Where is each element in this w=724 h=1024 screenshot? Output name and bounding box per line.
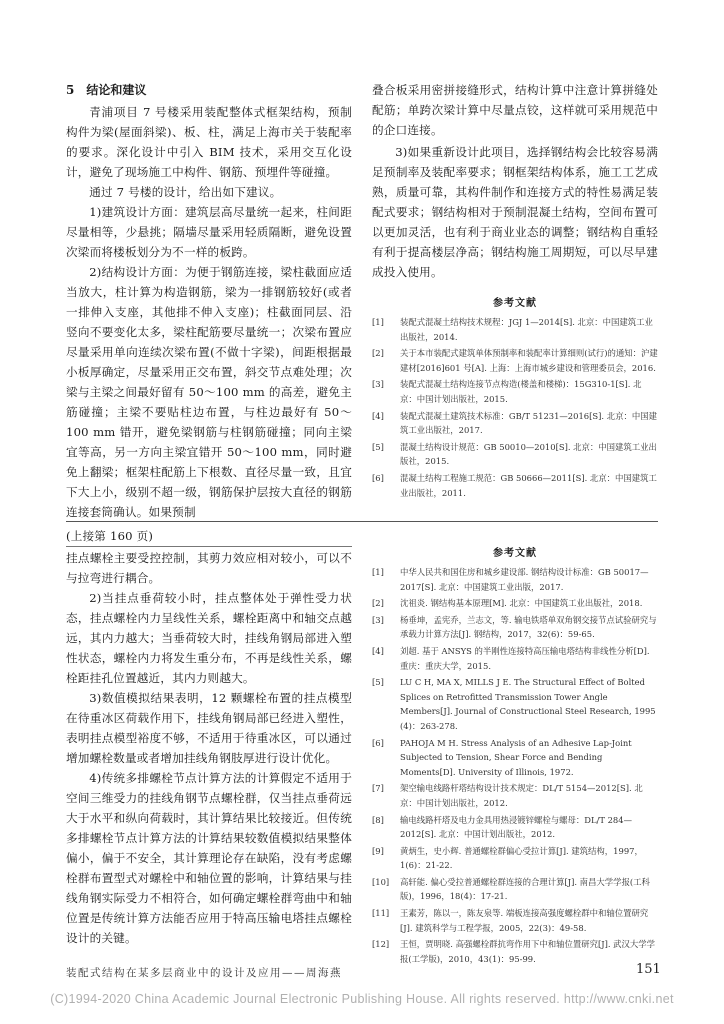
reference-item: [1] 装配式混凝土结构技术规程：JGJ 1—2014[S]. 北京：中国建筑工业出版社，2014. [372, 317, 653, 342]
section-5 [66, 80, 352, 522]
paragraph: 通过 7 号楼的设计，给出如下建议。 [89, 185, 282, 199]
reference-item: [12] 王恒，贾明晓. 高强螺栓群抗弯作用下中和轴位置研究[J]. 武汉大学学报(工学版)，2010，43(1)：95-99. [372, 939, 656, 964]
reference-item: [10] 高轩能. 偏心受拉普通螺栓群连接的合理计算[J]. 南昌大学学报(工科版)，1996，18(4)：17-21. [372, 876, 650, 902]
paragraph: 挂点螺栓主要受控控制，其剪力效应相对较小，可以不与拉弯进行耦合。 [66, 551, 352, 585]
reference-item: [3] 杨垂坤，孟宪乔，兰志文，等. 输电铁塔单双角钢交接节点试验研究与承载力计算方法[J]. 钢结构，2017，32(6)：59-65. [372, 614, 657, 640]
paragraph: 1)建筑设计方面：建筑层高尽量统一起来，柱间距尽量相等，少悬挑；隔墙尽量采用轻质隔断，避免设置次梁而将楼板划分为不一样的板跨。 [66, 205, 352, 259]
paragraph: 3)如果重新设计此项目，选择钢结构会比较容易满足预制率及装配率要求；钢框架结构体系，施工工艺成熟，质量可靠，其构件制作和连接方式的特性易满足装配式要求；钢结构相对于预制混凝土结构，空间布置可以更加灵活，也有利于商业业态的调整；钢结构自重轻有利于提高楼层净高；钢结构施工周期短，可以尽早建成投入使用。 [372, 145, 658, 279]
top-right-column [372, 80, 658, 282]
bottom-left-column [66, 526, 352, 948]
reference-item: [7] 架空输电线路杆塔结构设计技术规定：DL/T 5154—2012[S]. 北京：中国计划出版社，2012. [372, 783, 643, 808]
reference-item: [9] 黄炳生，史小辉. 普通螺栓群偏心受拉计算[J]. 建筑结构，1997，1(6)：21-22. [372, 845, 643, 871]
paragraph: 2)当挂点垂荷较小时，挂点整体处于弹性受力状态，挂点螺栓内力呈线性关系，螺栓距离中和轴交点越远，其内力越大；当垂荷较大时，挂线角钢局部进入塑性状态，螺栓内力将发生重分布，不再是线性关系，螺栓距挂孔位置越近，其内力则越大。 [66, 591, 352, 685]
paragraph: 4)传统多排螺栓节点计算方法的计算假定不适用于空间三维受力的挂线角钢节点螺栓群，仅当挂点垂荷远大于水平和纵向荷载时，其计算结果比较接近。但传统多排螺栓节点计算方法的计算结果较数值模拟结果整体偏小，偏于不安全，其计算理论存在缺陷，没有考虑螺栓群布置型式对螺栓中和轴位置的影响，计算结果与挂线角钢实际受力不相符合，如何确定螺栓群弯曲中和轴位置是传统计算方法能否应用于特高压输电塔挂点螺栓设计的关键。 [66, 771, 352, 945]
reference-item: [3] 装配式混凝土结构连接节点构造(楼盖和楼梯)：15G310-1[S]. 北京：中国计划出版社，2015. [372, 379, 642, 404]
paragraph: 叠合板采用密拼接缝形式，结构计算中注意计算拼缝处配筋；单跨次梁计算中尽量点铰，这样就可采用规范中的企口连接。 [372, 83, 658, 137]
reference-item: [2] 关于本市装配式建筑单体预制率和装配率计算细则(试行)的通知：沪建建材[2016]601 号[A]. 上海：上海市城乡建设和管理委员会，2016. [372, 348, 658, 373]
article-divider [66, 521, 658, 522]
references-title: 参考文献 [493, 548, 537, 559]
section-title: 5 结论和建议 [66, 83, 147, 97]
references-bottom [372, 544, 658, 968]
footer-article-line: 装配式结构在某多层商业中的设计及应用——周海燕 [66, 967, 342, 979]
paragraph: 青浦项目 7 号楼采用装配整体式框架结构，预制构件为梁(屋面斜梁)、板、柱，满足上海市关于装配率的要求。深化设计中引入 BIM 技术，采用交互化设计，避免了现场施工中构件、钢筋、预埋件等碰撞。 [66, 105, 352, 179]
copyright-watermark: (C)1994-2020 China Academic Journal Electronic Publishing House. All rights reserved. http://www.cnki.net [50, 992, 674, 1006]
reference-item: [11] 王素芳，陈以一，陈友泉等. 端板连接高强度螺栓群中和轴位置研究[J]. 建筑科学与工程学报，2005，22(3)：49-58. [372, 908, 649, 933]
reference-item: [5] LU C H, MA X, MILLS J E. The Structural Effect of Bolted Splices on Retrofitted Transmission Tower Angle Members[J]. Journal of Constructional Steel Research, 1995 (4)：263-278. [372, 677, 656, 731]
reference-item: [1] 中华人民共和国住房和城乡建设部. 钢结构设计标准：GB 50017—2017[S]. 北京：中国建筑工业出版，2017. [372, 567, 649, 592]
reference-item: [4] 刘超. 基于 ANSYS 的半刚性连接特高压输电塔结构非线性分析[D]. 重庆：重庆大学，2015. [372, 645, 650, 671]
reference-item: [6] 混凝土结构工程施工规范：GB 50666—2011[S]. 北京：中国建筑工业出版社，2011. [372, 472, 657, 498]
paragraph: 3)数值模拟结果表明，12 颗螺栓布置的挂点模型在待重冰区荷载作用下，挂线角钢局部已经进入塑性，表明挂点模型裕度不够，不适用于待重冰区，可以通过增加螺栓数量或者增加挂线角钢肢厚进行设计优化。 [66, 691, 352, 765]
references-top [372, 294, 658, 502]
continued-divider [66, 546, 352, 547]
reference-item: [2] 沈祖炎. 钢结构基本原理[M]. 北京：中国建筑工业出版社，2018. [372, 598, 643, 609]
reference-item: [4] 装配式混凝土建筑技术标准：GB/T 51231—2016[S]. 北京：中国建筑工业出版社，2017. [372, 410, 657, 436]
references-title: 参考文献 [493, 298, 537, 309]
reference-item: [8] 输电线路杆塔及电力金具用热浸镀锌螺栓与螺母：DL/T 284—2012[S]. 北京：中国计划出版社，2012. [372, 814, 632, 840]
continued-from-label: (上接第 160 页) [66, 529, 154, 543]
reference-item: [6] PAHOJA M H. Stress Analysis of an Adhesive Lap-Joint Subjected to Tension, Shear Force and Bending Moments[D]. University of Illinois, 1972. [372, 737, 632, 777]
paragraph: 2)结构设计方面：为便于钢筋连接，梁柱截面应适当放大，柱计算为构造钢筋，梁为一排钢筋较好(或者一排伸入支座，其他排不伸入支座)；柱截面同层、沿竖向不要变化太多，梁柱配筋要尽量统一；次梁布置应尽量采用单向连续次梁布置(不做十字梁)，间距根据最小板厚确定，尽量采用正交布置，斜交节点难处理；次梁与主梁之间最好留有 50～100 mm 的高差，避免主筋碰撞；主梁不要贴柱边布置，与柱边最好有 50～100 mm 错开，避免梁钢筋与柱钢筋碰撞；同向主梁宜等高，另一方向主梁宜错开 50～100 mm，同时避免上翻梁；框架柱配筋上下根数、直径尽量一致，且宜下大上小，级别不超一级，钢筋保护层按大直径的钢筋连接套筒确认。如果预制 [66, 265, 352, 519]
page-number: 151 [636, 962, 661, 977]
reference-item: [5] 混凝土结构设计规范：GB 50010—2010[S]. 北京：中国建筑工业出版社，2015. [372, 441, 657, 467]
